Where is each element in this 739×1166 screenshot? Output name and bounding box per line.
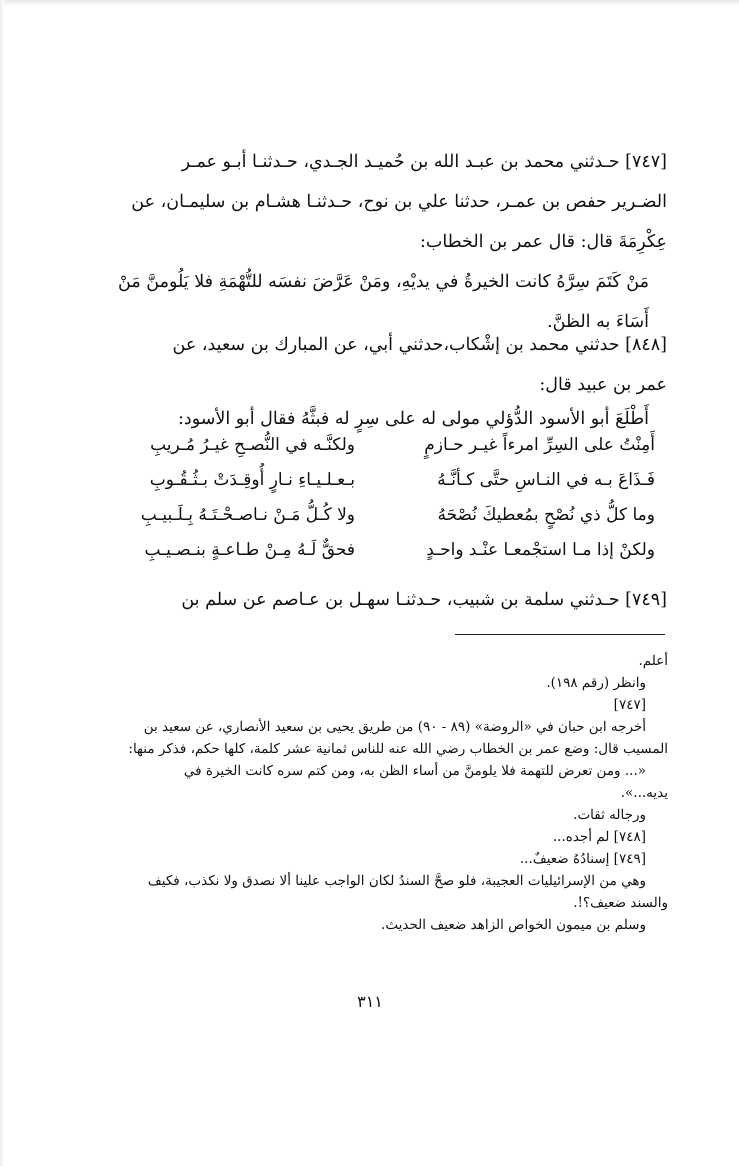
footnote-line: والسند ضعيف؟!. bbox=[573, 895, 668, 911]
verse-row bbox=[95, 498, 655, 533]
hadith-749-isnad bbox=[75, 580, 667, 620]
footnote-line: أخرجه ابن حبان في «الروضة» (٨٩ - ٩٠) من طريق يحيى بن سعيد الأنصاري، عن سعيد بن bbox=[143, 719, 646, 735]
page-number: ٣١١ bbox=[357, 992, 383, 1011]
body-line: [٧٤٧] حـدثني محمد بن عبـد الله بن حُميـد الجـدي، حـدثنـا أبـو عمـر bbox=[181, 152, 667, 172]
footnote-line: وسلم بن ميمون الخواص الزاهد ضعيف الحديث. bbox=[381, 917, 646, 933]
verse-first-hemistich: وما كلُّ ذي نُصْحٍ بمُعطيكَ نُصْحَهُ bbox=[437, 505, 655, 525]
footnote-line: المسيب قال: وضع عمر بن الخطاب رضي الله عنه للناس ثمانية عشر كلمة، كلها حكم، فذكر منها: bbox=[128, 741, 668, 757]
verse-first-hemistich: ولكنْ إذا مـا استجْمعـا عنْـد واحـدٍ bbox=[426, 540, 655, 560]
body-line: [٨٤٨] حدثني محمد بن إشْكاب،حدثني أبي، عن المبارك بن سعيد، عن bbox=[172, 335, 667, 355]
verse-second-hemistich: ولا كُـلُّ مَـنْ نـاصـحْـتَـهُ بِـلَـبيـبِ bbox=[140, 505, 355, 525]
verse-first-hemistich: فَـذَاعَ بـه في النـاسِ حتَّى كـأنَّـهُ bbox=[437, 470, 655, 490]
footnote-line: [٧٤٨] لم أجده... bbox=[552, 829, 646, 845]
verse-row bbox=[95, 533, 655, 568]
footnote-line: ورجاله ثقات. bbox=[573, 807, 646, 823]
verse-row bbox=[95, 463, 655, 498]
verse-second-hemistich: ولكنَّـه في النُّصـحِ غيـرُ مُـريبِ bbox=[150, 435, 355, 455]
verse-first-hemistich: أَمِنْتُ على السِرِّ امرءاً غيـر حـازمٍ bbox=[424, 435, 655, 455]
quote-line: أَسَاءَ به الظنَّ. bbox=[547, 312, 649, 332]
footnote-separator bbox=[455, 634, 665, 635]
verse-row bbox=[95, 428, 655, 463]
footnotes bbox=[78, 650, 668, 936]
hadith-748 bbox=[75, 325, 667, 433]
body-line: عِكْرِمَةَ قال: قال عمر بن الخطاب: bbox=[419, 232, 667, 252]
scan-edge-left bbox=[0, 0, 4, 1166]
hadith-748-isnad bbox=[75, 325, 667, 405]
body-line: [٧٤٩] حـدثني سلمة بن شبيب، حـدثنـا سهـل بن عـاصم عن سلم بن bbox=[181, 590, 667, 610]
poem-verses bbox=[95, 428, 655, 568]
footnote-line: [٧٤٩] إسنادُهُ ضعيفٌ... bbox=[519, 851, 646, 867]
quote-line: مَنْ كَتَمَ سِرَّهُ كانت الخيرةُ في يديْهِ، ومَنْ عَرَّضَ نفسَه للتُّهْمَةِ فلا يَلُومنَّ مَنْ bbox=[118, 272, 649, 292]
footnote-line: يديه...». bbox=[620, 785, 668, 801]
body-line: الضـرير حفص بن عمـر، حدثنا علي بن نوح، حـدثنـا هشـام بن سليمـان، عن bbox=[131, 192, 667, 212]
footnote-line: وانظر (رقم ١٩٨). bbox=[546, 675, 646, 691]
body-line: عمر بن عبيد قال: bbox=[539, 375, 667, 395]
hadith-749 bbox=[75, 580, 667, 620]
footnote-ref: [٧٤٧] bbox=[613, 697, 646, 713]
hadith-747-isnad bbox=[75, 142, 667, 262]
hadith-747 bbox=[75, 142, 667, 342]
footnote-line: وهي من الإسرائيليات العجيبة، فلو صحَّ السندُ لكان الواجب علينا ألا نصدق ولا نكذب، فكيف bbox=[147, 873, 646, 889]
verse-second-hemistich: فحقٌّ لَـهُ مِـنْ طـاعـةٍ بنـصـيـبِ bbox=[144, 540, 355, 560]
footnote-line: أعلم. bbox=[638, 653, 668, 669]
body-line: أَطْلَعَ أبو الأسود الدُّؤلي مولى له على سِرٍ له فبثَّهُ فقال أبو الأسود: bbox=[178, 409, 649, 429]
verse-second-hemistich: بـعـلـيـاءِ نـارٍ أُوقِـدَتْ بـثُـقُـوبِ bbox=[149, 470, 355, 490]
scan-edge-top bbox=[0, 0, 739, 6]
footnote-line: «... ومن تعرض للتهمة فلا يلومنَّ من أساء الظن به، ومن كتم سره كانت الخيرة في bbox=[183, 763, 646, 779]
